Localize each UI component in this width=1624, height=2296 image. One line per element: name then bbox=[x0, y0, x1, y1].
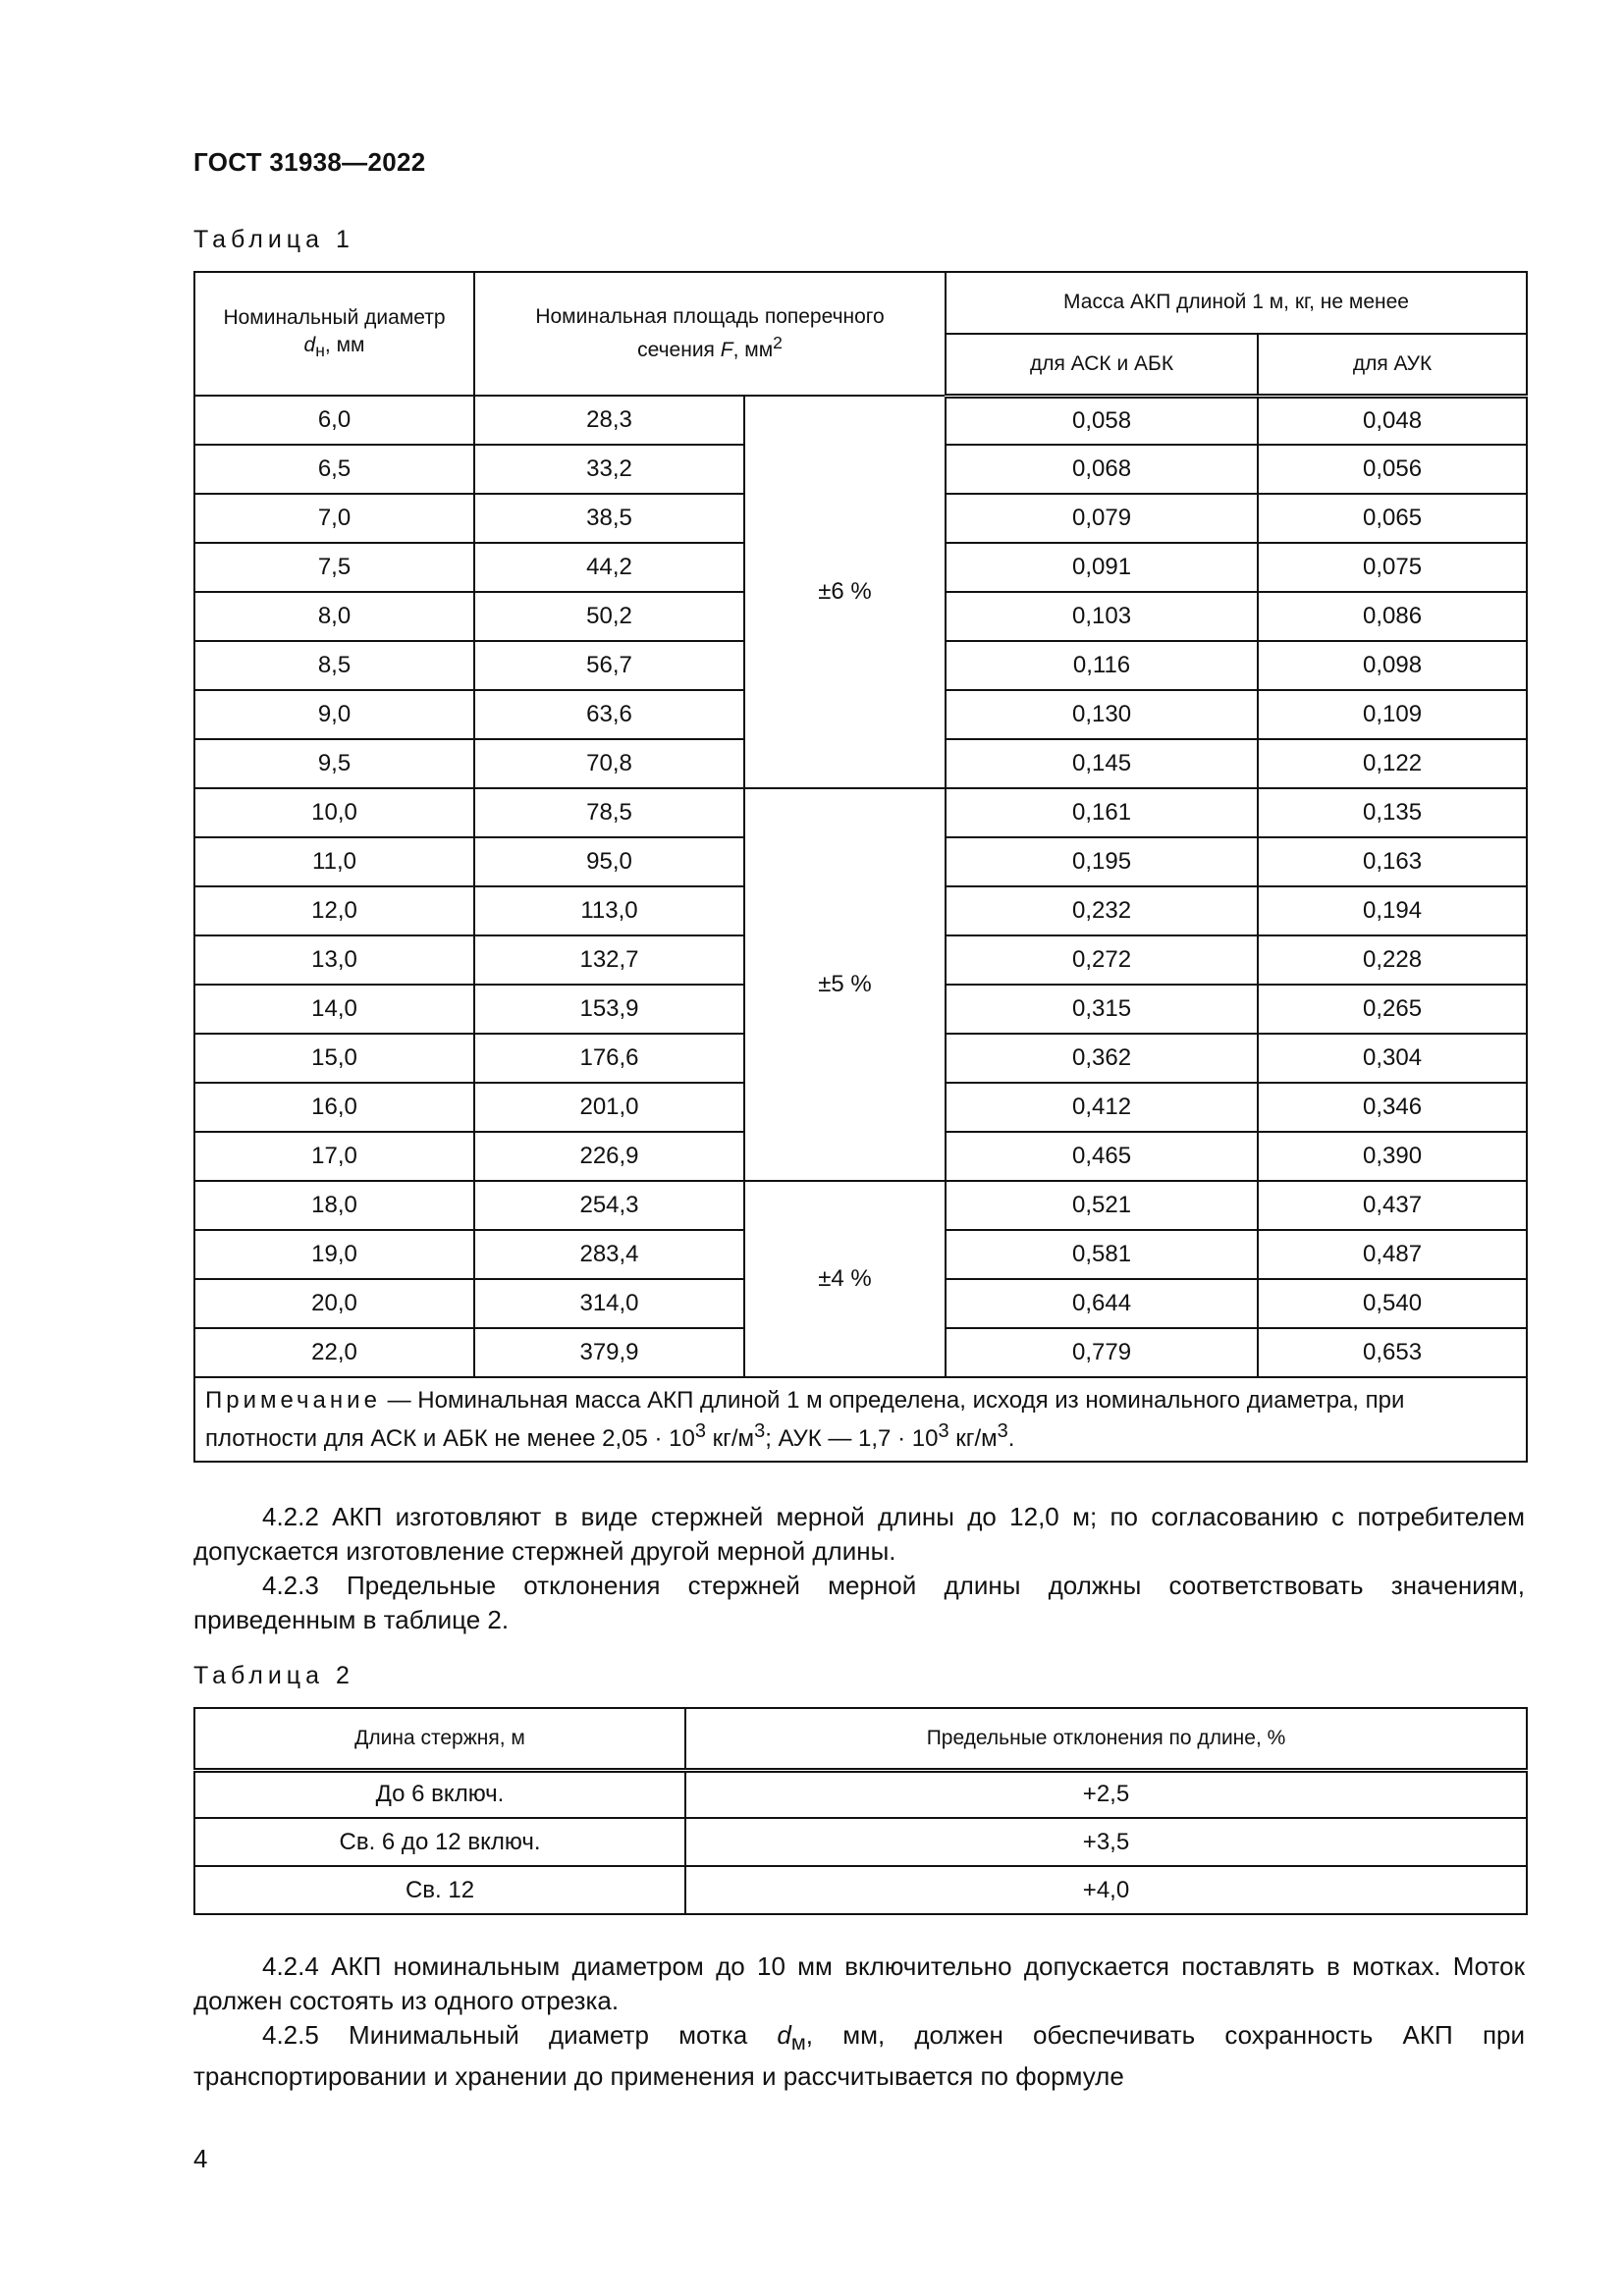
header-mass-ask-abk: для АСК и АБК bbox=[946, 334, 1258, 396]
cell-mass-ask-abk: 0,465 bbox=[946, 1132, 1258, 1181]
cell-mass-ask-abk: 0,091 bbox=[946, 543, 1258, 592]
cell-area: 226,9 bbox=[474, 1132, 744, 1181]
cell-area: 314,0 bbox=[474, 1279, 744, 1328]
cell-mass-ask-abk: 0,581 bbox=[946, 1230, 1258, 1279]
cell-area: 153,9 bbox=[474, 985, 744, 1034]
cell-mass-ask-abk: 0,130 bbox=[946, 690, 1258, 739]
cell-mass-auk: 0,437 bbox=[1258, 1181, 1527, 1230]
cell-mass-ask-abk: 0,103 bbox=[946, 592, 1258, 641]
cell-mass-auk: 0,540 bbox=[1258, 1279, 1527, 1328]
cell-diameter: 7,5 bbox=[194, 543, 474, 592]
cell-mass-ask-abk: 0,145 bbox=[946, 739, 1258, 788]
table-row bbox=[194, 1770, 1527, 1818]
cell-area: 38,5 bbox=[474, 494, 744, 543]
cell-rod-length: Св. 6 до 12 включ. bbox=[194, 1818, 685, 1866]
cell-area: 50,2 bbox=[474, 592, 744, 641]
paragraph-4-2-3: 4.2.3 Предельные отклонения стержней мерной длины должны соответствовать значениям, приведенным в таблице 2. bbox=[193, 1571, 1525, 1634]
cell-diameter: 22,0 bbox=[194, 1328, 474, 1377]
cell-mass-ask-abk: 0,315 bbox=[946, 985, 1258, 1034]
header-nominal-diameter: Номинальный диаметр $d_н$, мм bbox=[194, 272, 474, 396]
cell-area: 70,8 bbox=[474, 739, 744, 788]
cell-mass-auk: 0,346 bbox=[1258, 1083, 1527, 1132]
cell-diameter: 19,0 bbox=[194, 1230, 474, 1279]
paragraph-4-2-5: 4.2.5 Минимальный диаметр мотка $d_м$, мм, должен обеспечивать сохранность АКП при транспортировании и хранении до применения и рассчитывается по формуле bbox=[193, 2020, 1526, 2092]
header-rod-length: Длина стержня, м bbox=[194, 1708, 685, 1770]
cell-mass-ask-abk: 0,116 bbox=[946, 641, 1258, 690]
header-cross-section-area: Номинальная площадь поперечного сечения F, $мм^2$ bbox=[474, 272, 946, 396]
document-code: ГОСТ 31938—2022 bbox=[193, 147, 426, 177]
cell-area: 379,9 bbox=[474, 1328, 744, 1377]
cell-diameter: 13,0 bbox=[194, 935, 474, 985]
cell-area: 283,4 bbox=[474, 1230, 744, 1279]
cell-mass-ask-abk: 0,079 bbox=[946, 494, 1258, 543]
cell-area: 33,2 bbox=[474, 445, 744, 494]
cell-rod-length: Св. 12 bbox=[194, 1866, 685, 1914]
cell-area: 78,5 bbox=[474, 788, 744, 837]
header-mass-auk: для АУК bbox=[1258, 334, 1527, 396]
cell-mass-auk: 0,265 bbox=[1258, 985, 1527, 1034]
page-number: 4 bbox=[193, 2144, 208, 2173]
table-2 bbox=[193, 1707, 1528, 1915]
cell-diameter: 12,0 bbox=[194, 886, 474, 935]
cell-mass-ask-abk: 0,362 bbox=[946, 1034, 1258, 1083]
header-length-deviation: Предельные отклонения по длине, % bbox=[685, 1708, 1527, 1770]
cell-mass-ask-abk: 0,058 bbox=[946, 396, 1258, 445]
cell-mass-ask-abk: 0,195 bbox=[946, 837, 1258, 886]
table-1-caption: Таблица 1 bbox=[193, 226, 354, 253]
cell-mass-auk: 0,135 bbox=[1258, 788, 1527, 837]
cell-diameter: 11,0 bbox=[194, 837, 474, 886]
cell-rod-length: До 6 включ. bbox=[194, 1770, 685, 1818]
cell-mass-ask-abk: 0,232 bbox=[946, 886, 1258, 935]
cell-diameter: 6,5 bbox=[194, 445, 474, 494]
cell-mass-auk: 0,056 bbox=[1258, 445, 1527, 494]
cell-diameter: 6,0 bbox=[194, 396, 474, 445]
cell-area: 201,0 bbox=[474, 1083, 744, 1132]
cell-area: 113,0 bbox=[474, 886, 744, 935]
cell-mass-auk: 0,390 bbox=[1258, 1132, 1527, 1181]
cell-length-deviation: +4,0 bbox=[685, 1866, 1527, 1914]
cell-diameter: 15,0 bbox=[194, 1034, 474, 1083]
cell-diameter: 18,0 bbox=[194, 1181, 474, 1230]
cell-area-tolerance: ±5 % bbox=[744, 788, 946, 1181]
cell-diameter: 9,5 bbox=[194, 739, 474, 788]
cell-mass-auk: 0,304 bbox=[1258, 1034, 1527, 1083]
cell-mass-ask-abk: 0,412 bbox=[946, 1083, 1258, 1132]
header-mass-group: Масса АКП длиной 1 м, кг, не менее bbox=[946, 272, 1527, 334]
cell-mass-auk: 0,086 bbox=[1258, 592, 1527, 641]
cell-mass-ask-abk: 0,521 bbox=[946, 1181, 1258, 1230]
cell-mass-auk: 0,109 bbox=[1258, 690, 1527, 739]
cell-mass-ask-abk: 0,161 bbox=[946, 788, 1258, 837]
table-row bbox=[194, 1866, 1527, 1914]
cell-mass-auk: 0,194 bbox=[1258, 886, 1527, 935]
cell-diameter: 8,5 bbox=[194, 641, 474, 690]
cell-mass-auk: 0,487 bbox=[1258, 1230, 1527, 1279]
table-note: Примечание — Номинальная масса АКП длиной 1 м определена, исходя из номинального диаметра, при плотности для АСК и АБК не менее $2,05 \cdot 10^3$ $кг/м^3$; АУК — $1,7 \cdot 10^3$ $кг/м^3$. bbox=[194, 1377, 1527, 1462]
table-1 bbox=[193, 271, 1528, 1463]
cell-diameter: 16,0 bbox=[194, 1083, 474, 1132]
cell-area: 95,0 bbox=[474, 837, 744, 886]
cell-mass-auk: 0,065 bbox=[1258, 494, 1527, 543]
cell-area: 63,6 bbox=[474, 690, 744, 739]
paragraph-4-2-4: 4.2.4 АКП номинальным диаметром до 10 мм включительно допускается поставлять в мотках. Моток должен состоять из одного отрезка. bbox=[193, 1951, 1525, 2015]
table-row bbox=[194, 396, 1527, 445]
cell-area: 132,7 bbox=[474, 935, 744, 985]
cell-mass-ask-abk: 0,068 bbox=[946, 445, 1258, 494]
table-row bbox=[194, 1818, 1527, 1866]
cell-mass-ask-abk: 0,779 bbox=[946, 1328, 1258, 1377]
paragraph-4-2-2: 4.2.2 АКП изготовляют в виде стержней мерной длины до 12,0 м; по согласованию с потребителем допускается изготовление стержней другой мерной длины. bbox=[193, 1502, 1525, 1566]
cell-mass-auk: 0,228 bbox=[1258, 935, 1527, 985]
table-row bbox=[194, 1181, 1527, 1230]
cell-mass-ask-abk: 0,272 bbox=[946, 935, 1258, 985]
cell-area: 254,3 bbox=[474, 1181, 744, 1230]
table-note-row bbox=[194, 1377, 1527, 1462]
cell-diameter: 8,0 bbox=[194, 592, 474, 641]
cell-mass-ask-abk: 0,644 bbox=[946, 1279, 1258, 1328]
cell-area: 56,7 bbox=[474, 641, 744, 690]
cell-area: 28,3 bbox=[474, 396, 744, 445]
cell-mass-auk: 0,122 bbox=[1258, 739, 1527, 788]
cell-diameter: 7,0 bbox=[194, 494, 474, 543]
cell-diameter: 10,0 bbox=[194, 788, 474, 837]
cell-mass-auk: 0,653 bbox=[1258, 1328, 1527, 1377]
cell-mass-auk: 0,048 bbox=[1258, 396, 1527, 445]
cell-mass-auk: 0,098 bbox=[1258, 641, 1527, 690]
cell-diameter: 17,0 bbox=[194, 1132, 474, 1181]
cell-area-tolerance: ±4 % bbox=[744, 1181, 946, 1377]
cell-area-tolerance: ±6 % bbox=[744, 396, 946, 788]
cell-diameter: 9,0 bbox=[194, 690, 474, 739]
cell-area: 176,6 bbox=[474, 1034, 744, 1083]
cell-mass-auk: 0,163 bbox=[1258, 837, 1527, 886]
cell-length-deviation: +2,5 bbox=[685, 1770, 1527, 1818]
cell-diameter: 14,0 bbox=[194, 985, 474, 1034]
table-row bbox=[194, 788, 1527, 837]
cell-mass-auk: 0,075 bbox=[1258, 543, 1527, 592]
cell-length-deviation: +3,5 bbox=[685, 1818, 1527, 1866]
cell-area: 44,2 bbox=[474, 543, 744, 592]
cell-diameter: 20,0 bbox=[194, 1279, 474, 1328]
table-2-caption: Таблица 2 bbox=[193, 1662, 354, 1689]
